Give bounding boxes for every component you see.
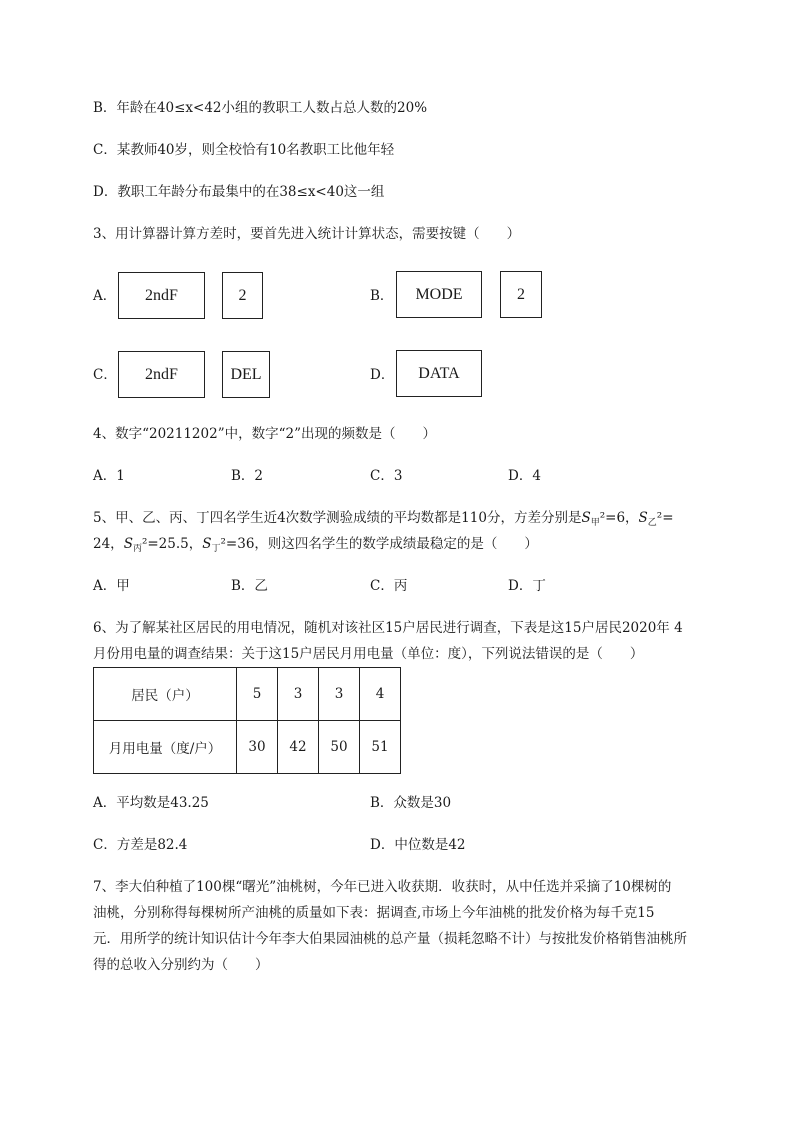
table-cell: 42 [278,721,319,774]
q3-option-a-label: A． [93,288,117,304]
table-cell: 5 [237,668,278,721]
q4-option-c: C．3 [370,468,403,484]
q3-c-key-del: DEL [222,351,270,398]
q3-stem: 3、用计算器计算方差时，要首先进入统计计算状态，需要按键（ ） [93,226,521,242]
q3-a-key-2ndf: 2ndF [118,272,205,319]
table-cell: 30 [237,721,278,774]
q5-line2: 24，$S_丙^2=25.5$，$S_丁^2=36$，则这四名学生的数学成绩最稳定的是（ ） [93,536,538,554]
q6-option-a: A．平均数是43.25 [93,795,209,811]
q4-option-b: B．2 [231,468,264,484]
q2-option-c: C．某教师40岁，则全校恰有10名教职工比他年轻 [93,142,395,158]
q5-option-c: C．丙 [370,578,408,594]
q2-option-d: D．教职工年龄分布最集中的在38≤x<40这一组 [93,184,385,200]
table-cell: 3 [319,668,360,721]
q6-option-d: D．中位数是42 [370,837,466,853]
q4-stem: 4、数字“20211202”中，数字“2”出现的频数是（ ） [93,426,436,442]
table-row [94,721,401,774]
q5-option-a: A．甲 [93,578,130,594]
q3-d-key-data: DATA [396,350,482,397]
q4-option-d: D．4 [508,468,541,484]
q3-b-key-mode: MODE [396,271,482,318]
electricity-table [93,667,401,774]
q6-option-c: C．方差是82.4 [93,837,188,853]
q7-line2: 油桃，分别称得每棵树所产油桃的质量如下表：据调查,市场上今年油桃的批发价格为每千克15 [93,905,655,921]
q5-option-d: D．丁 [508,578,546,594]
q2-option-b: B．年龄在40≤x<42小组的教职工人数占总人数的20% [93,100,428,116]
q3-b-key-2: 2 [500,271,542,318]
q7-line3: 元．用所学的统计知识估计今年李大伯果园油桃的总产量（损耗忽略不计）与按批发价格销售油桃所 [93,931,687,947]
q5-line1: 5、甲、乙、丙、丁四名学生近4次数学测验成绩的平均数都是110分，方差分别是$S_甲^2=6$，$S_乙^2=$ [93,510,674,528]
q3-a-key-2: 2 [222,272,263,319]
table-cell: 50 [319,721,360,774]
table-row [94,668,401,721]
table-cell: 4 [360,668,401,721]
q6-line2: 月份用电量的调查结果：关于这15户居民月用电量（单位：度），下列说法错误的是（ ） [93,646,644,662]
q4-option-a: A．1 [93,468,125,484]
table-cell: 3 [278,668,319,721]
q3-option-d-label: D． [370,367,395,383]
q7-line1: 7、李大伯种植了100棵“曙光”油桃树，今年已进入收获期．收获时，从中任选并采摘了10棵树的 [93,879,672,895]
q3-c-key-2ndf: 2ndF [118,351,205,398]
q6-line1: 6、为了解某社区居民的用电情况，随机对该社区15户居民进行调查，下表是这15户居民2020年 4 [93,620,683,636]
q5-option-b: B．乙 [231,578,268,594]
q6-option-b: B．众数是30 [370,795,452,811]
q3-option-b-label: B． [370,288,394,304]
table-cell: 51 [360,721,401,774]
table-header-households: 居民（户） [94,668,237,721]
q3-option-c-label: C． [93,367,117,383]
table-header-usage: 月用电量（度/户） [94,721,237,774]
q7-line4: 得的总收入分别约为（ ） [93,957,269,973]
